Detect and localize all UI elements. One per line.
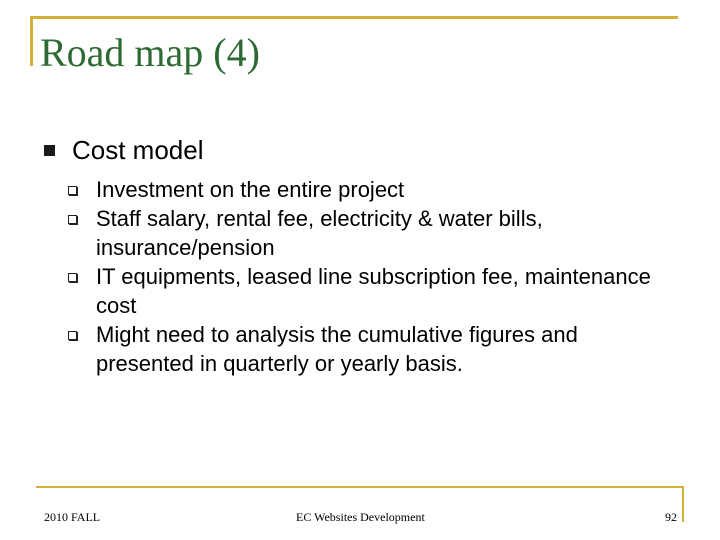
sub-bullet-text: Might need to analysis the cumulative figures and presented in quarterly or yearly basis. (96, 322, 578, 376)
sub-bullet-text: Staff salary, rental fee, electricity & water bills, insurance/pension (96, 206, 543, 260)
checkbox-bullet-icon (68, 273, 77, 282)
page-number: 92 (665, 510, 677, 524)
list-item (68, 175, 678, 204)
square-bullet-icon (44, 145, 55, 156)
main-bullet-text: Cost model (72, 135, 204, 165)
list-item (68, 204, 678, 262)
frame-right-line (682, 486, 684, 522)
checkbox-bullet-icon (68, 331, 77, 340)
slide-title: Road map (4) (40, 30, 260, 75)
list-item (68, 320, 678, 378)
frame-left-line (30, 16, 33, 66)
list-item (68, 262, 678, 320)
footer-date: 2010 FALL (44, 510, 101, 524)
footer-course-title: EC Websites Development (296, 510, 425, 524)
sub-bullet-list (68, 175, 678, 378)
sub-bullet-text: IT equipments, leased line subscription fee, maintenance cost (96, 264, 651, 318)
main-bullet (44, 134, 684, 166)
frame-top-line (30, 16, 678, 19)
checkbox-bullet-icon (68, 215, 77, 224)
checkbox-bullet-icon (68, 186, 77, 195)
sub-bullet-text: Investment on the entire project (96, 177, 405, 202)
frame-bottom-line (36, 486, 684, 488)
